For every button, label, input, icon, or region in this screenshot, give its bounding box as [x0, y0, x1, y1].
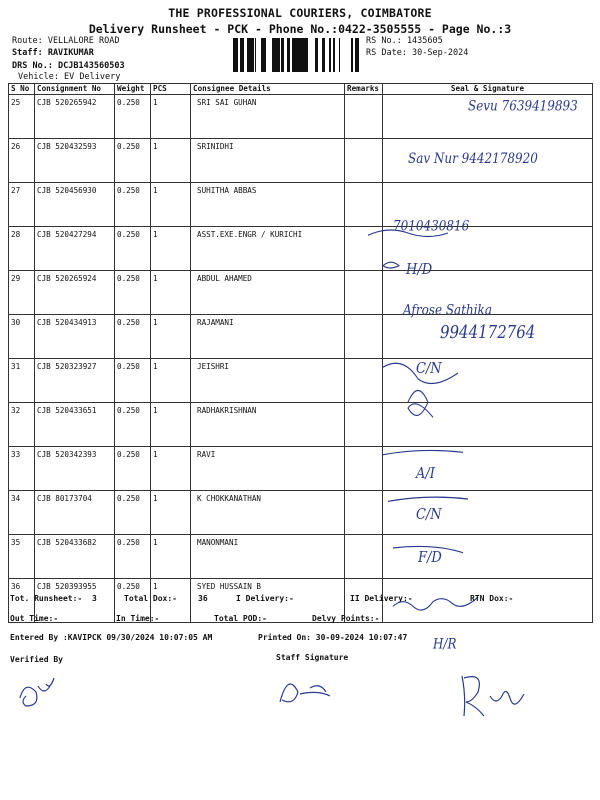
col-remarks: Remarks: [345, 84, 383, 95]
cell-sno: 36: [9, 579, 35, 623]
cell-pcs: 1: [151, 95, 191, 139]
cell-signature: [383, 359, 593, 403]
cell-consignment: CJB 520393955: [35, 579, 115, 623]
barcode-bar: [261, 38, 263, 72]
cell-remarks: [345, 271, 383, 315]
tot-runsheet-label: Tot. Runsheet:-: [10, 594, 83, 603]
cell-sno: 33: [9, 447, 35, 491]
barcode-bar: [233, 38, 235, 72]
cell-consignment: CJB 520265942: [35, 95, 115, 139]
cell-consignment: CJB 80173704: [35, 491, 115, 535]
table-row: [9, 403, 593, 447]
cell-weight: 0.250: [115, 491, 151, 535]
table-row: [9, 491, 593, 535]
barcode-bar: [297, 38, 300, 72]
cell-consignee: K CHOKKANATHAN: [191, 491, 345, 535]
runsheet-table: [8, 83, 593, 623]
cell-weight: 0.250: [115, 95, 151, 139]
verifier-signature: [20, 678, 54, 706]
total-dox-value: 36: [198, 594, 208, 603]
cell-consignee: SRI SAI GUHAN: [191, 95, 345, 139]
barcode-bar: [249, 38, 252, 72]
barcode-bar: [274, 38, 277, 72]
cell-sno: 34: [9, 491, 35, 535]
ii-delivery: II Delivery:-: [350, 594, 413, 603]
col-sno: S No: [9, 84, 35, 95]
cell-pcs: 1: [151, 403, 191, 447]
table-row: [9, 535, 593, 579]
barcode-bar: [339, 38, 340, 72]
sig-row29-phone: 9944172764: [440, 321, 536, 343]
barcode-bar: [300, 38, 301, 72]
cell-signature: [383, 227, 593, 271]
sig-row26: Sav Nur 9442178920: [408, 151, 538, 168]
cell-consignment: CJB 520427294: [35, 227, 115, 271]
col-weight: Weight: [115, 84, 151, 95]
cell-remarks: [345, 315, 383, 359]
barcode: [233, 38, 359, 72]
total-dox-label: Total Dox:-: [124, 594, 177, 603]
total-pod: Total POD:-: [214, 614, 267, 623]
cell-pcs: 1: [151, 491, 191, 535]
cell-remarks: [345, 491, 383, 535]
barcode-bar: [292, 38, 294, 72]
cell-sno: 35: [9, 535, 35, 579]
cell-weight: 0.250: [115, 403, 151, 447]
cell-signature: [383, 491, 593, 535]
delvy-points: Delvy Points:-: [312, 614, 380, 623]
cell-weight: 0.250: [115, 315, 151, 359]
footer-signatures: [10, 668, 600, 720]
barcode-bar: [334, 38, 335, 72]
cell-consignment: CJB 520433651: [35, 403, 115, 447]
cell-sno: 26: [9, 139, 35, 183]
cell-sno: 30: [9, 315, 35, 359]
cell-weight: 0.250: [115, 359, 151, 403]
barcode-bar: [355, 38, 356, 72]
cell-consignee: ABDUL AHAMED: [191, 271, 345, 315]
cell-signature: [383, 315, 593, 359]
cell-weight: 0.250: [115, 271, 151, 315]
cell-consignment: CJB 520433682: [35, 535, 115, 579]
cell-remarks: [345, 359, 383, 403]
cell-consignment: CJB 520342393: [35, 447, 115, 491]
cell-sno: 27: [9, 183, 35, 227]
staff-signature-mark-2: [462, 676, 524, 716]
table-header-row: [9, 84, 593, 95]
barcode-bar: [263, 38, 264, 72]
table-row: [9, 271, 593, 315]
drs-number: DRS No.: DCJB143560503: [12, 61, 125, 71]
cell-signature: [383, 403, 593, 447]
barcode-bar: [243, 38, 244, 72]
rs-date: RS Date: 30-Sep-2024: [366, 48, 469, 58]
barcode-bar: [356, 38, 359, 72]
cell-pcs: 1: [151, 227, 191, 271]
vehicle: Vehicle: EV Delivery: [18, 72, 121, 82]
cell-pcs: 1: [151, 579, 191, 623]
col-consignee: Consignee Details: [191, 84, 345, 95]
cell-consignee: SYED HUSSAIN B: [191, 579, 345, 623]
table-row: [9, 359, 593, 403]
barcode-bar: [247, 38, 249, 72]
entered-by: Entered By :KAVIPCK 09/30/2024 10:07:05 AM: [10, 633, 213, 642]
cell-signature: [383, 95, 593, 139]
printed-on: Printed On: 30-09-2024 10:07:47: [258, 633, 408, 642]
cell-consignee: ASST.EXE.ENGR / KURICHI: [191, 227, 345, 271]
cell-consignee: SRINIDHI: [191, 139, 345, 183]
barcode-bar: [333, 38, 334, 72]
cell-consignee: JEISHRI: [191, 359, 345, 403]
tot-runsheet-value: 3: [92, 594, 97, 603]
company-title: THE PROFESSIONAL COURIERS, COIMBATORE: [168, 6, 432, 20]
sig-row33: C/N: [416, 505, 442, 524]
cell-weight: 0.250: [115, 227, 151, 271]
cell-pcs: 1: [151, 139, 191, 183]
cell-remarks: [345, 227, 383, 271]
barcode-bar: [235, 38, 237, 72]
barcode-bar: [281, 38, 284, 72]
staff: Staff: RAVIKUMAR: [12, 48, 94, 58]
cell-signature: [383, 271, 593, 315]
barcode-bar: [272, 38, 274, 72]
table-row: [9, 227, 593, 271]
cell-consignment: CJB 520265924: [35, 271, 115, 315]
cell-weight: 0.250: [115, 535, 151, 579]
cell-weight: 0.250: [115, 447, 151, 491]
cell-remarks: [345, 535, 383, 579]
table-row: [9, 139, 593, 183]
cell-remarks: [345, 403, 383, 447]
cell-signature: [383, 447, 593, 491]
cell-pcs: 1: [151, 271, 191, 315]
cell-consignment: CJB 520434913: [35, 315, 115, 359]
table-row: [9, 315, 593, 359]
out-time: Out Time:-: [10, 614, 59, 623]
cell-consignee: RAVI: [191, 447, 345, 491]
cell-consignment: CJB 520323927: [35, 359, 115, 403]
cell-signature: [383, 183, 593, 227]
cell-consignment: CJB 520432593: [35, 139, 115, 183]
barcode-bar: [252, 38, 254, 72]
barcode-bar: [255, 38, 256, 72]
staff-signature-label: Staff Signature: [276, 653, 349, 662]
barcode-bar: [277, 38, 280, 72]
cell-pcs: 1: [151, 359, 191, 403]
cell-pcs: 1: [151, 315, 191, 359]
table-row: [9, 447, 593, 491]
table-row: [9, 183, 593, 227]
cell-pcs: 1: [151, 535, 191, 579]
cell-pcs: 1: [151, 183, 191, 227]
cell-remarks: [345, 447, 383, 491]
barcode-bar: [287, 38, 290, 72]
cell-weight: 0.250: [115, 579, 151, 623]
cell-signature: [383, 139, 593, 183]
cell-pcs: 1: [151, 447, 191, 491]
sig-row32: A/I: [416, 465, 435, 483]
sig-row29-name: Afrose Sathika: [403, 302, 492, 319]
cell-weight: 0.250: [115, 183, 151, 227]
cell-sno: 25: [9, 95, 35, 139]
sig-row27: 7010430816: [393, 218, 470, 235]
barcode-bar: [240, 38, 243, 72]
col-consignment: Consignment No: [35, 84, 115, 95]
barcode-bar: [264, 38, 266, 72]
barcode-bar: [322, 38, 325, 72]
route: Route: VELLALORE ROAD: [12, 36, 120, 46]
rtn-dox: RTN Dox:-: [470, 594, 514, 603]
cell-consignee: MANONMANI: [191, 535, 345, 579]
in-time: In Time:-: [116, 614, 160, 623]
verified-by: Verified By: [10, 655, 63, 664]
barcode-bar: [306, 38, 308, 72]
sig-row30: C/N: [416, 360, 442, 378]
cell-remarks: [345, 95, 383, 139]
cell-consignment: CJB 520456930: [35, 183, 115, 227]
barcode-bar: [294, 38, 297, 72]
rs-number: RS No.: 1435605: [366, 36, 443, 46]
barcode-bar: [304, 38, 306, 72]
barcode-bar: [237, 38, 238, 72]
cell-sno: 28: [9, 227, 35, 271]
barcode-bar: [301, 38, 304, 72]
sig-row34: F/D: [418, 549, 442, 567]
table-row: [9, 95, 593, 139]
col-signature: Seal & Signature: [383, 84, 593, 95]
barcode-bar: [351, 38, 353, 72]
cell-consignee: RAJAMANI: [191, 315, 345, 359]
sig-row28: H/D: [406, 260, 433, 279]
cell-consignee: SUHITHA ABBAS: [191, 183, 345, 227]
cell-weight: 0.250: [115, 139, 151, 183]
runsheet-title: Delivery Runsheet - PCK - Phone No.:0422-3505555 - Page No.:3: [88, 22, 512, 36]
cell-sno: 31: [9, 359, 35, 403]
i-delivery: I Delivery:-: [236, 594, 294, 603]
cell-consignee: RADHAKRISHNAN: [191, 403, 345, 447]
cell-remarks: [345, 183, 383, 227]
cell-sno: 32: [9, 403, 35, 447]
barcode-bar: [329, 38, 331, 72]
staff-signature-mark: [280, 684, 330, 702]
cell-signature: [383, 535, 593, 579]
cell-remarks: [345, 139, 383, 183]
col-pcs: PCS: [151, 84, 191, 95]
sig-row36: H/R: [433, 636, 457, 653]
sig-row25: Sevu 7639419893: [468, 98, 578, 115]
cell-sno: 29: [9, 271, 35, 315]
barcode-bar: [315, 38, 318, 72]
